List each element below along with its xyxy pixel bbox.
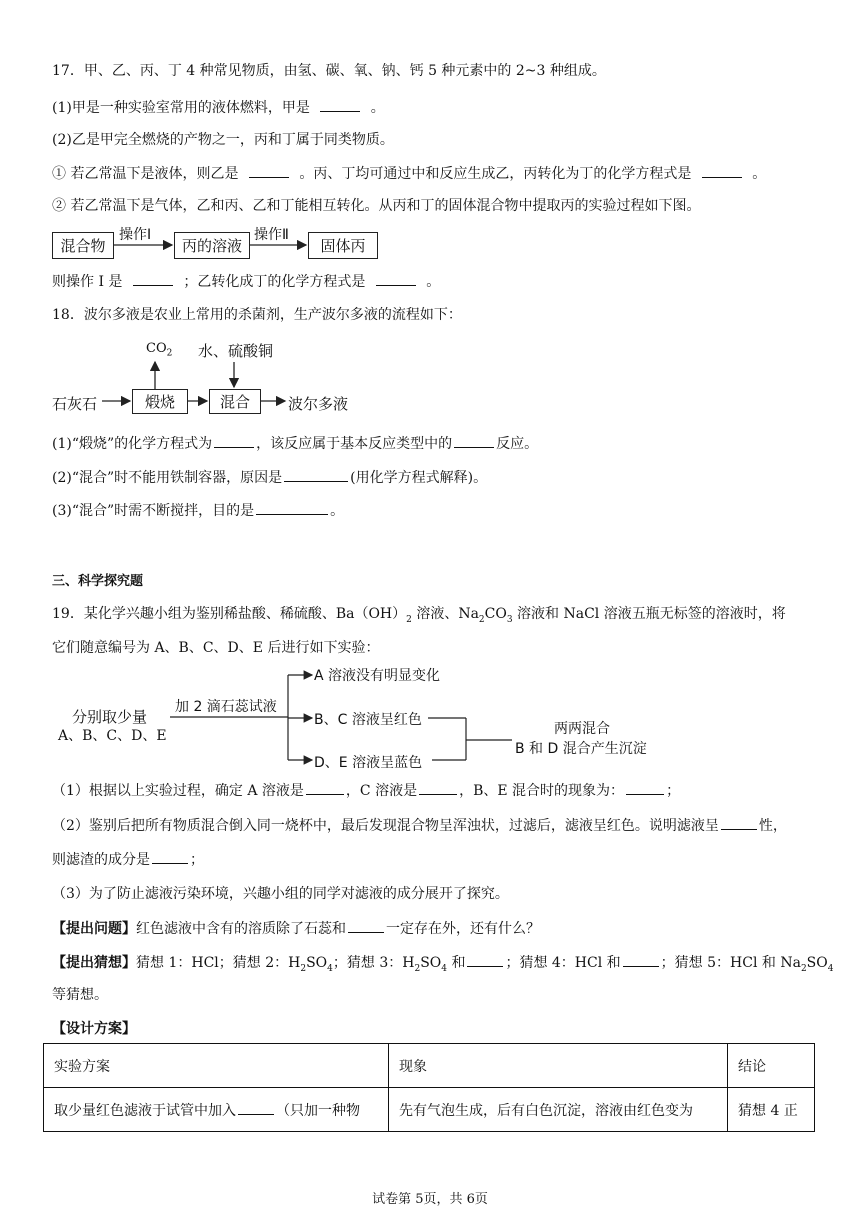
q17-stem: 17．甲、乙、丙、丁 4 种常见物质，由氢、碳、氧、钠、钙 5 种元素中的 2~3 种组成。	[52, 63, 606, 79]
table-header-cell: 现象	[389, 1044, 728, 1088]
q19-part3: （3）为了防止滤液污染环境，兴趣小组的同学对滤液的成分展开了探究。	[52, 886, 509, 902]
q18-part2: (2)“混合”时不能用铁制容器，原因是 (用化学方程式解释)。	[52, 467, 487, 488]
flow-mid-label: 加 2 滴石蕊试液	[175, 699, 277, 715]
flow-co2-label: $CO_2$	[146, 341, 173, 359]
flow-result-a: A 溶液没有明显变化	[314, 668, 441, 684]
flow-left-line2: A、B、C、D、E	[58, 728, 167, 744]
answer-blank	[623, 952, 659, 967]
answer-blank	[721, 815, 757, 830]
answer-blank	[238, 1100, 274, 1115]
q18-stem: 18．波尔多液是农业上常用的杀菌剂，生产波尔多液的流程如下：	[52, 307, 462, 323]
q17-sub2: ② 若乙常温下是气体，乙和丙、乙和丁能相互转化。从丙和丁的固体混合物中提取丙的实验过程如下图。	[52, 198, 701, 214]
q18-part1: (1)“煅烧”的化学方程式为 ，该反应属于基本反应类型中的 反应。	[52, 433, 538, 454]
q19-stem-line1: 19．某化学兴趣小组为鉴别稀盐酸、稀硫酸、$Ba(OH)_2$ 溶液、$Na_2CO_3$ 溶液和 NaCl 溶液五瓶无标签的溶液时，将	[52, 606, 786, 625]
table-cell-phenomenon: 先有气泡生成，后有白色沉淀，溶液由红色变为	[389, 1088, 728, 1132]
q17-sub1: ① 若乙常温下是液体，则乙是 。丙、丁均可通过中和反应生成乙，丙转化为丁的化学方程式是 。	[52, 163, 766, 184]
table-header-cell: 实验方案	[44, 1044, 389, 1088]
answer-blank	[348, 918, 384, 933]
q17-part2: (2)乙是甲完全燃烧的产物之一，丙和丁属于同类物质。	[52, 132, 394, 148]
q17-part3: 则操作 I 是 ；乙转化成丁的化学方程式是 。	[52, 271, 440, 292]
q19-hypotheses-cont: 等猜想。	[52, 987, 108, 1003]
answer-blank	[152, 849, 188, 864]
flow-start-label: 石灰石	[52, 395, 98, 413]
flow-box-mix: 混合	[209, 389, 261, 414]
q19-design-heading: 【设计方案】	[52, 1021, 136, 1037]
q19-stem-line2: 它们随意编号为 A、B、C、D、E 后进行如下实验：	[52, 640, 380, 656]
design-table	[43, 1043, 815, 1132]
q19-part1: （1）根据以上实验过程，确定 A 溶液是 ，C 溶液是 ，B、E 混合时的现象为： ；	[52, 780, 680, 801]
q17-part1: (1)甲是一种实验室常用的液体燃料，甲是 。	[52, 97, 385, 118]
flow-mix-line1: 两两混合	[554, 721, 610, 737]
table-header-row	[44, 1044, 815, 1088]
flow-end-label: 波尔多液	[288, 395, 349, 413]
flow-box-mixture: 混合物	[52, 232, 114, 259]
answer-blank	[467, 952, 503, 967]
table-cell-plan: 取少量红色滤液于试管中加入 （只加一种物	[44, 1088, 389, 1132]
page-footer: 试卷第 5页，共 6页	[372, 1192, 488, 1207]
table-header-cell: 结论	[728, 1044, 815, 1088]
answer-blank	[306, 780, 344, 795]
answer-blank	[626, 780, 664, 795]
flow-label-op2: 操作Ⅱ	[254, 227, 289, 243]
flow-label-op1: 操作Ⅰ	[119, 227, 152, 243]
table-cell-conclusion: 猜想 4 正	[728, 1088, 815, 1132]
flow-mix-line2: B 和 D 混合产生沉淀	[515, 741, 647, 757]
flow-result-de: D、E 溶液呈蓝色	[314, 755, 423, 771]
flow-reagent-label: 水、硫酸铜	[198, 342, 274, 360]
flow-result-bc: B、C 溶液呈红色	[314, 712, 422, 728]
flow-box-calcine: 煅烧	[132, 389, 188, 414]
flow-box-solid: 固体丙	[308, 232, 378, 259]
q19-part2-cont: 则滤渣的成分是 ；	[52, 849, 204, 870]
section-heading: 三、科学探究题	[52, 574, 144, 589]
flow-box-solution: 丙的溶液	[174, 232, 250, 259]
flow-left-line1: 分别取少量	[72, 708, 148, 726]
q18-part3: (3)“混合”时需不断搅拌，目的是 。	[52, 500, 344, 521]
q19-hypotheses: 【提出猜想】猜想 1：HCl；猜想 2：$H_2SO_4$；猜想 3：$H_2SO_4$ 和 ；猜想 4：HCl 和 ；猜想 5：HCl 和 $Na_2SO_4$	[52, 952, 833, 979]
table-row	[44, 1088, 815, 1132]
q19-part2: （2）鉴别后把所有物质混合倒入同一烧杯中，最后发现混合物呈浑浊状，过滤后，滤液呈红色。说明滤液呈 性，	[52, 815, 787, 836]
answer-blank	[419, 780, 457, 795]
q19-question: 【提出问题】红色滤液中含有的溶质除了石蕊和 一定存在外，还有什么？	[52, 918, 540, 939]
